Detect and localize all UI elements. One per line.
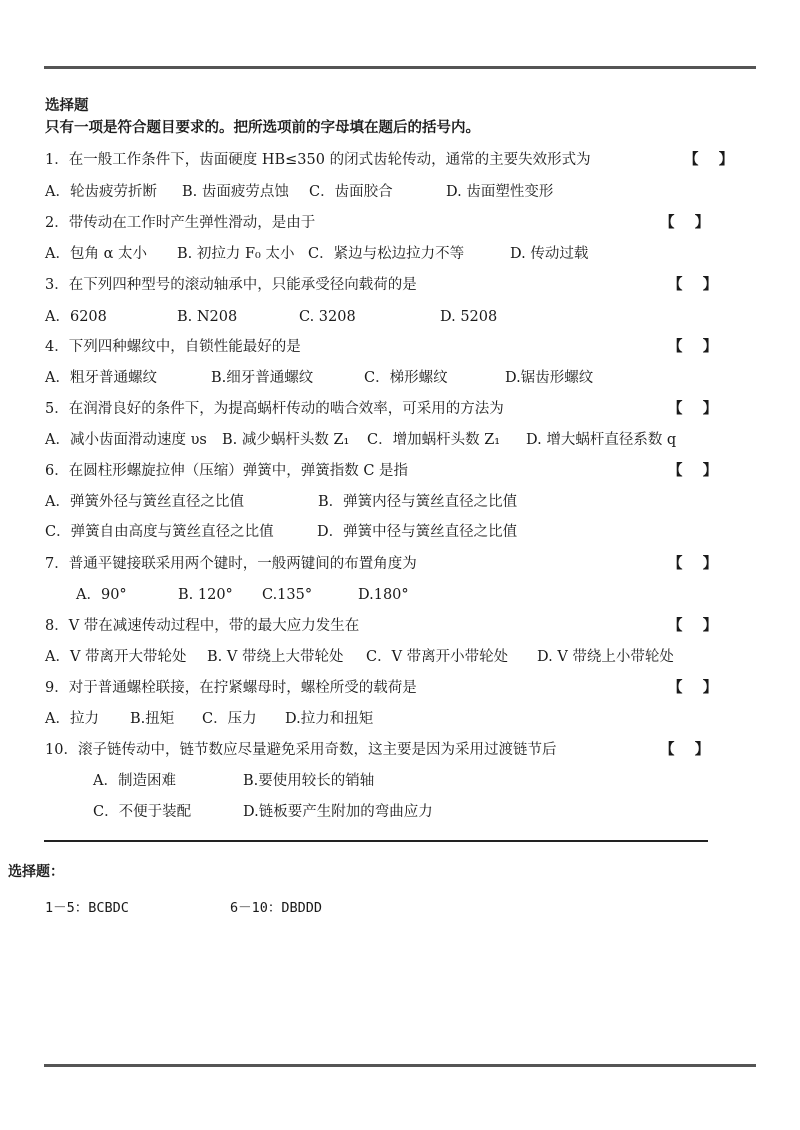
question-4-stem: 4．下列四种螺纹中，自锁性能最好的是	[45, 339, 301, 355]
q9-option-b: B.扭矩	[130, 711, 175, 727]
q2-option-c: C．紧边与松边拉力不等	[308, 246, 465, 262]
q8-option-c: C．V 带离开小带轮处	[366, 649, 509, 665]
q5-option-a: A．减小齿面滑动速度 υs	[45, 432, 207, 448]
q6-option-c: C．弹簧自由高度与簧丝直径之比值	[45, 524, 274, 540]
q2-option-b: B. 初拉力 F₀ 太小	[177, 246, 295, 262]
q7-option-a: A．90°	[76, 587, 127, 603]
q4-option-d: D.锯齿形螺纹	[505, 370, 594, 386]
answers-group-1: 1－5：BCBDC	[45, 900, 129, 916]
answers-title: 选择题：	[8, 864, 64, 880]
top-rule	[44, 66, 756, 69]
q5-option-c: C．增加蜗杆头数 Z₁	[367, 432, 501, 448]
question-6-stem: 6．在圆柱形螺旋拉伸（压缩）弹簧中，弹簧指数 C 是指	[45, 463, 409, 479]
q7-option-c: C.135°	[262, 587, 313, 603]
answer-bracket-5: 【 】	[668, 401, 718, 417]
q3-option-d: D. 5208	[440, 309, 498, 325]
answer-bracket-1: 【 】	[684, 152, 734, 168]
q9-option-a: A．拉力	[45, 711, 99, 727]
q1-option-a: A．轮齿疲劳折断	[45, 184, 157, 200]
answer-bracket-9: 【 】	[668, 680, 718, 696]
q8-option-b: B. V 带绕上大带轮处	[207, 649, 344, 665]
q6-option-d: D．弹簧中径与簧丝直径之比值	[317, 524, 518, 540]
q8-option-d: D. V 带绕上小带轮处	[537, 649, 674, 665]
question-3-stem: 3．在下列四种型号的滚动轴承中，只能承受径向载荷的是	[45, 277, 417, 293]
q5-option-b: B. 减少蜗杆头数 Z₁	[222, 432, 350, 448]
q2-option-a: A．包角 α 太小	[45, 246, 147, 262]
q4-option-c: C．梯形螺纹	[364, 370, 448, 386]
q7-option-d: D.180°	[358, 587, 409, 603]
bottom-rule	[44, 1064, 756, 1067]
q9-option-c: C．压力	[202, 711, 257, 727]
q4-option-b: B.细牙普通螺纹	[211, 370, 314, 386]
answer-bracket-6: 【 】	[668, 463, 718, 479]
q1-option-d: D. 齿面塑性变形	[446, 184, 554, 200]
answer-bracket-3: 【 】	[668, 277, 718, 293]
q10-option-a: A．制造困难	[93, 773, 176, 789]
question-1-stem: 1．在一般工作条件下，齿面硬度 HB≤350 的闭式齿轮传动，通常的主要失效形式为	[45, 152, 591, 168]
divider-rule	[44, 840, 708, 842]
q9-option-d: D.拉力和扭矩	[285, 711, 374, 727]
q8-option-a: A．V 带离开大带轮处	[45, 649, 187, 665]
section-title: 选择题	[45, 98, 89, 114]
q1-option-b: B. 齿面疲劳点蚀	[182, 184, 289, 200]
answers-group-2: 6－10：DBDDD	[230, 900, 323, 916]
answer-bracket-10: 【 】	[660, 742, 710, 758]
answer-bracket-2: 【 】	[660, 215, 710, 231]
instruction: 只有一项是符合题目要求的。把所选项前的字母填在题后的括号内。	[45, 120, 480, 136]
q6-option-a: A．弹簧外径与簧丝直径之比值	[45, 494, 244, 510]
question-2-stem: 2．带传动在工作时产生弹性滑动，是由于	[45, 215, 316, 231]
q3-option-b: B. N208	[177, 309, 238, 325]
answer-bracket-4: 【 】	[668, 339, 718, 355]
question-9-stem: 9．对于普通螺栓联接，在拧紧螺母时，螺栓所受的载荷是	[45, 680, 417, 696]
q1-option-c: C．齿面胶合	[309, 184, 393, 200]
q5-option-d: D. 增大蜗杆直径系数 q	[526, 432, 677, 448]
q4-option-a: A．粗牙普通螺纹	[45, 370, 157, 386]
q10-option-d: D.链板要产生附加的弯曲应力	[243, 804, 433, 820]
question-7-stem: 7．普通平键接联采用两个键时，一般两键间的布置角度为	[45, 556, 417, 572]
question-8-stem: 8．V 带在减速传动过程中，带的最大应力发生在	[45, 618, 360, 634]
q7-option-b: B. 120°	[178, 587, 233, 603]
q3-option-c: C. 3208	[299, 309, 356, 325]
question-10-stem: 10．滚子链传动中，链节数应尽量避免采用奇数，这主要是因为采用过渡链节后	[45, 742, 557, 758]
q6-option-b: B．弹簧内径与簧丝直径之比值	[318, 494, 518, 510]
answer-bracket-8: 【 】	[668, 618, 718, 634]
q3-option-a: A．6208	[45, 309, 107, 325]
q2-option-d: D. 传动过载	[510, 246, 589, 262]
q10-option-b: B.要使用较长的销轴	[243, 773, 375, 789]
question-5-stem: 5．在润滑良好的条件下，为提高蜗杆传动的啮合效率，可采用的方法为	[45, 401, 504, 417]
q10-option-c: C．不便于装配	[93, 804, 192, 820]
answer-bracket-7: 【 】	[668, 556, 718, 572]
